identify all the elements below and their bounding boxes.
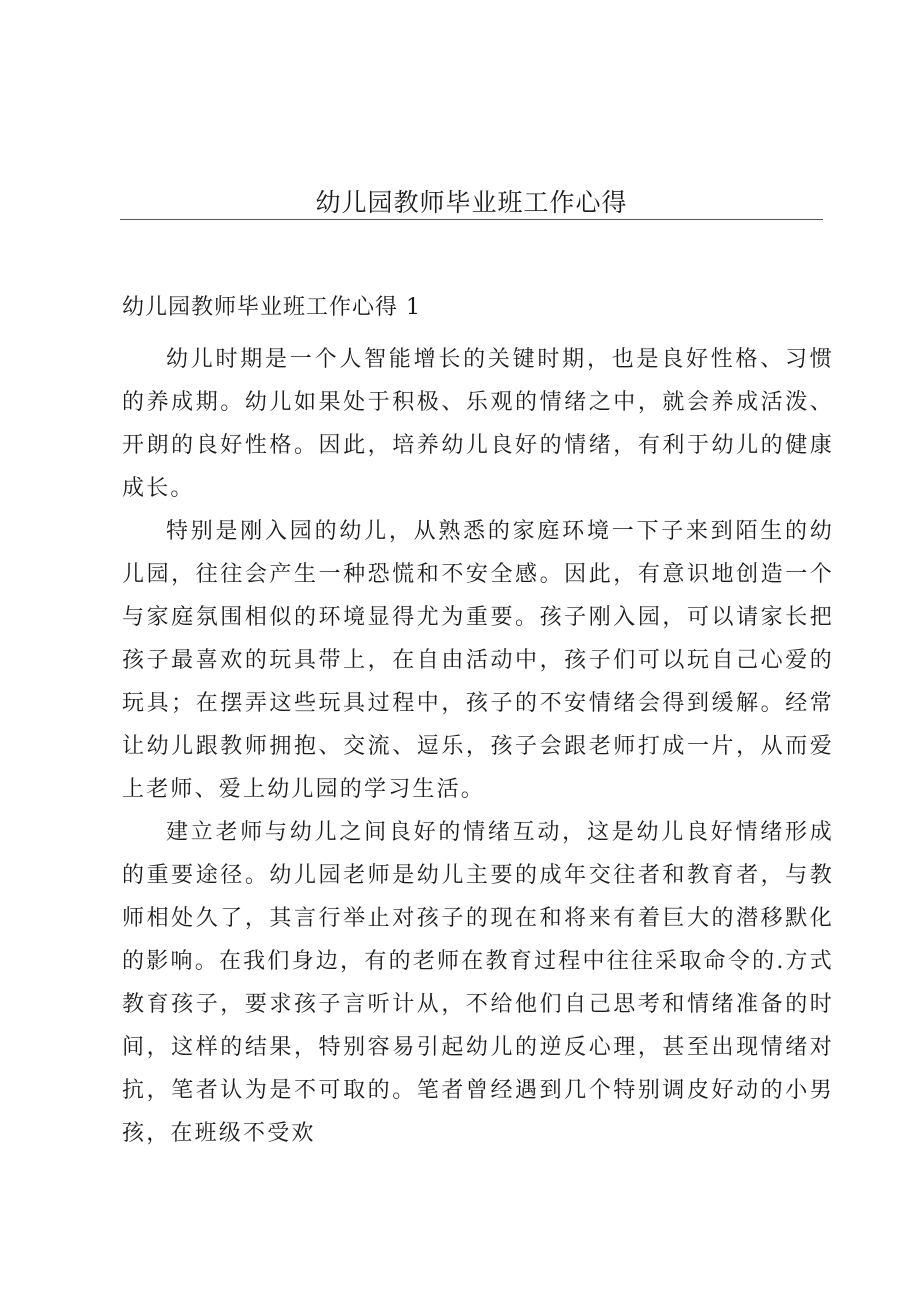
body-text [122, 338, 834, 1155]
section-heading: 幼儿园教师毕业班工作心得 1 [122, 295, 421, 320]
paragraph: 特别是刚入园的幼儿，从熟悉的家庭环境一下子来到陌生的幼儿园，往往会产生一种恐慌和不安全感。因此，有意识地创造一个与家庭氛围相似的环境显得尤为重要。孩子刚入园，可以请家长把孩子最喜欢的玩具带上，在自由活动中，孩子们可以玩自己心爱的玩具；在摆弄这些玩具过程中，孩子的不安情绪会得到缓解。经常让幼儿跟教师拥抱、交流、逗乐，孩子会跟老师打成一片，从而爱上老师、爱上幼儿园的学习生活。 [122, 519, 834, 802]
paragraph: 建立老师与幼儿之间良好的情绪互动，这是幼儿良好情绪形成的重要途径。幼儿园老师是幼儿主要的成年交往者和教育者，与教师相处久了，其言行举止对孩子的现在和将来有着巨大的潜移默化的影响。在我们身边，有的老师在教育过程中往往采取命令的.方式教育孩子，要求孩子言听计从，不给他们自己思考和情绪准备的时间，这样的结果，特别容易引起幼儿的逆反心理，甚至出现情绪对抗，笔者认为是不可取的。笔者曾经遇到几个特别调皮好动的小男孩，在班级不受欢 [122, 820, 834, 1146]
title-underline [120, 219, 823, 220]
document-title: 幼儿园教师毕业班工作心得 [315, 188, 628, 217]
paragraph: 幼儿时期是一个人智能增长的关键时期，也是良好性格、习惯的养成期。幼儿如果处于积极、乐观的情绪之中，就会养成活泼、开朗的良好性格。因此，培养幼儿良好的情绪，有利于幼儿的健康成长。 [122, 347, 834, 501]
